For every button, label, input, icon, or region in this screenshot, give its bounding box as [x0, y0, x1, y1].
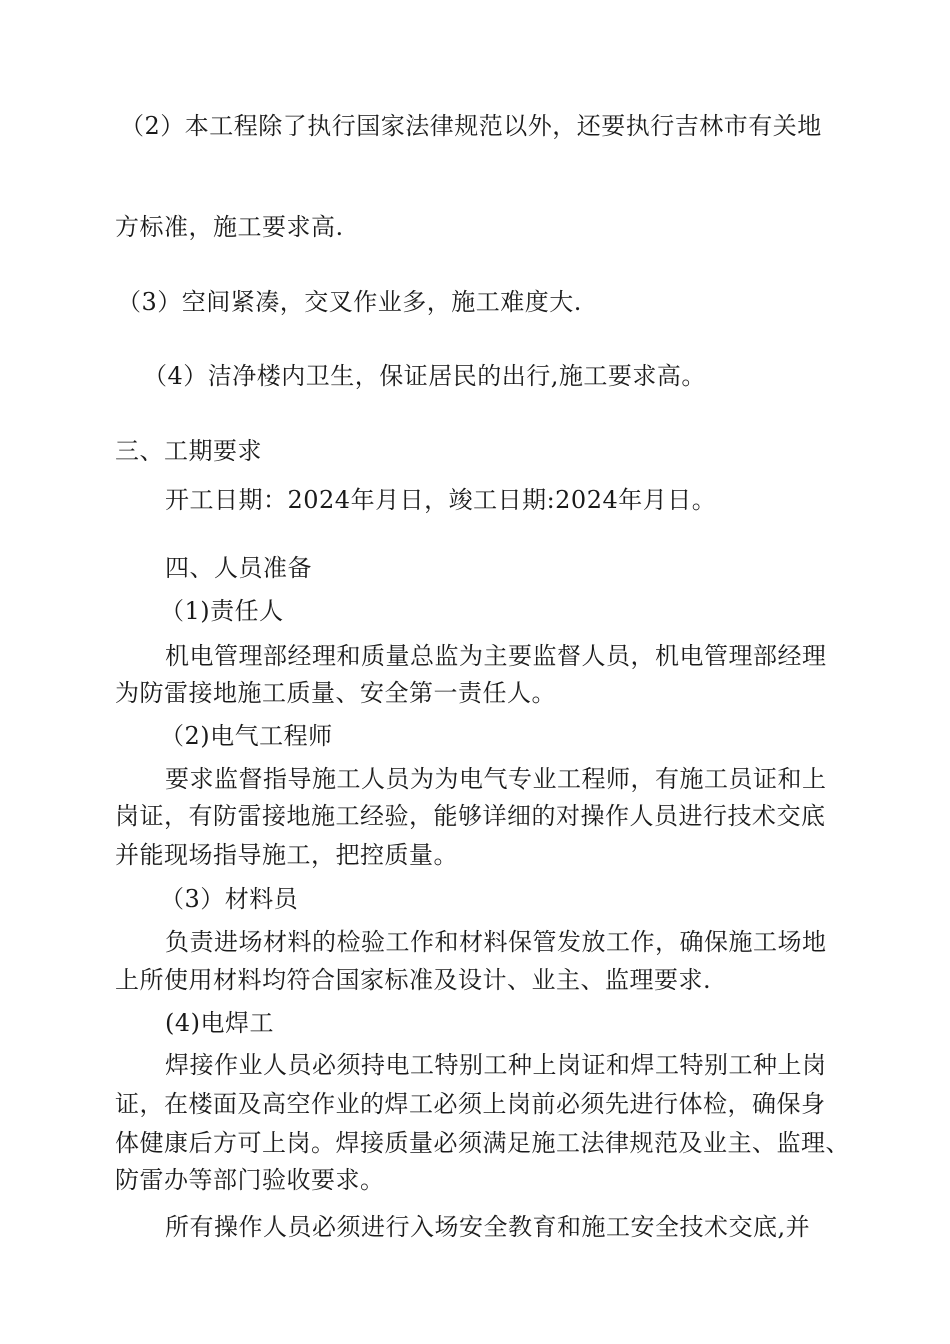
sub-2-heading: （2)电气工程师	[160, 722, 333, 750]
sub-3-heading: （3）材料员	[160, 885, 299, 913]
item-3: （3）空间紧凑，交叉作业多，施工难度大.	[117, 288, 582, 316]
sub-2-para-line-1: 要求监督指导施工人员为为电气专业工程师，有施工员证和上	[165, 765, 827, 793]
sub-4-para-line-3: 体健康后方可上岗。焊接质量必须满足施工法律规范及业主、监理、	[115, 1129, 850, 1157]
sub-4-para-line-1: 焊接作业人员必须持电工特别工种上岗证和焊工特别工种上岗	[165, 1051, 827, 1079]
sub-1-heading: （1)责任人	[160, 597, 284, 625]
item-2-line-1: （2）本工程除了执行国家法律规范以外，还要执行吉林市有关地	[120, 112, 822, 140]
sub-2-para-line-2: 岗证，有防雷接地施工经验，能够详细的对操作人员进行技术交底	[115, 802, 826, 830]
section-3-heading: 三、工期要求	[115, 437, 262, 465]
sub-1-para-line-2: 为防雷接地施工质量、安全第一责任人。	[115, 679, 556, 707]
sub-4-para-line-4: 防雷办等部门验收要求。	[115, 1166, 385, 1194]
item-2-line-2: 方标准，施工要求高.	[115, 213, 344, 241]
final-para-line-1: 所有操作人员必须进行入场安全教育和施工安全技术交底,并	[165, 1213, 811, 1241]
sub-2-para-line-3: 并能现场指导施工，把控质量。	[115, 841, 458, 869]
section-4-heading: 四、人员准备	[165, 554, 312, 582]
section-3-dates: 开工日期：2024年月日，竣工日期:2024年月日。	[165, 486, 717, 514]
item-4: （4）洁净楼内卫生，保证居民的出行,施工要求高。	[143, 362, 706, 390]
sub-3-para-line-1: 负责进场材料的检验工作和材料保管发放工作，确保施工场地	[165, 928, 827, 956]
sub-4-heading: (4)电焊工	[165, 1009, 274, 1037]
sub-1-para-line-1: 机电管理部经理和质量总监为主要监督人员，机电管理部经理	[165, 642, 827, 670]
sub-4-para-line-2: 证，在楼面及高空作业的焊工必须上岗前必须先进行体检，确保身	[115, 1090, 826, 1118]
sub-3-para-line-2: 上所使用材料均符合国家标准及设计、业主、监理要求.	[115, 966, 712, 994]
